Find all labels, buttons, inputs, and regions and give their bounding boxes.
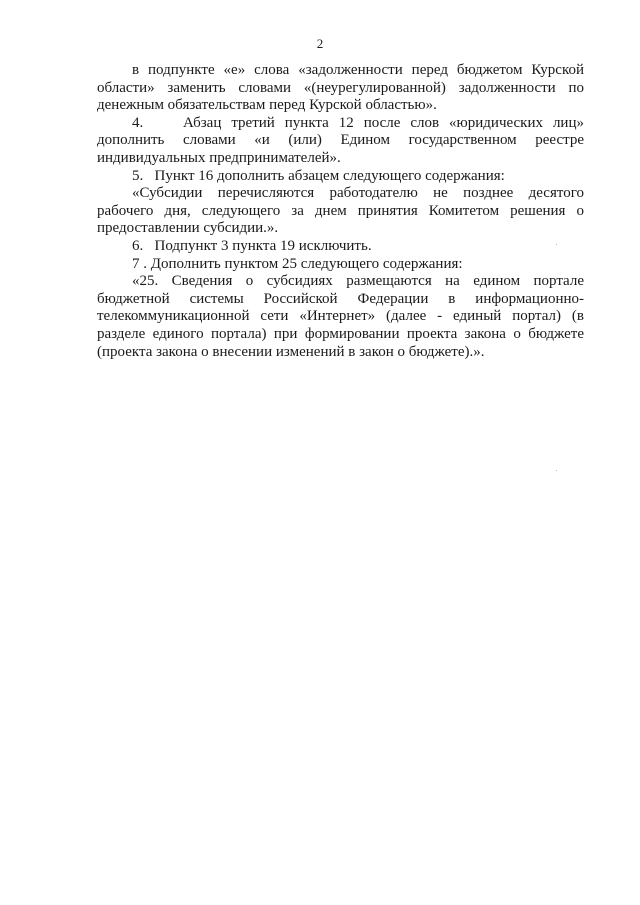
document-body	[97, 62, 584, 361]
paragraph-item-4: 4. Абзац третий пункта 12 после слов «юридических лиц» дополнить словами «и (или) Едином государственном реестре индивидуальных предпринимателей».	[97, 114, 584, 166]
paragraph-item-5: 5. Пункт 16 дополнить абзацем следующего содержания:	[132, 167, 505, 184]
paragraph-item-6: 6. Подпункт 3 пункта 19 исключить.	[132, 237, 372, 254]
paragraph-item-7: 7 . Дополнить пунктом 25 следующего содержания:	[132, 255, 463, 272]
scan-speck	[556, 470, 557, 471]
paragraph-subpoint-e: в подпункте «е» слова «задолженности перед бюджетом Курской области» заменить словами «(неурегулированной) задолженности по денежным обязательствам перед Курской областью».	[97, 62, 584, 114]
paragraph-item-7-quote: «25. Сведения о субсидиях размещаются на едином портале бюджетной системы Российской Федерации в информационно-телекоммуникационной сети «Интернет» (далее - единый портал) (в разделе единого портала) при формировании проекта закона о бюджете (проекта закона о внесении изменений в закон о бюджете).».	[97, 273, 584, 360]
scan-speck	[556, 244, 557, 245]
paragraph-item-5-quote: «Субсидии перечисляются работодателю не позднее десятого рабочего дня, следующего за днем принятия Комитетом решения о предоставлении субсидии.».	[97, 185, 584, 237]
page-number: 2	[316, 36, 324, 51]
